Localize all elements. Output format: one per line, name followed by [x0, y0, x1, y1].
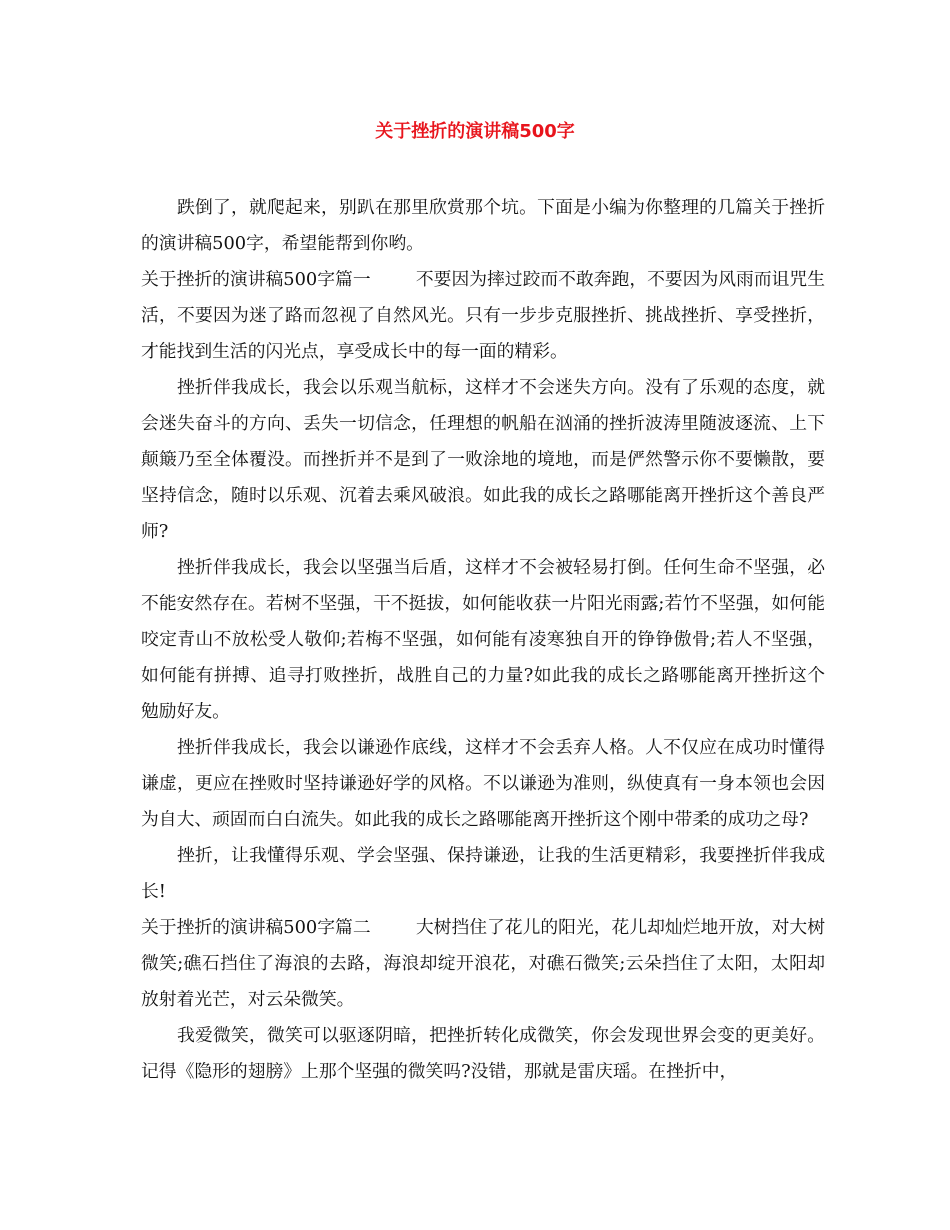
section-two-text: 大树挡住了花儿的阳光，花儿却灿烂地开放，对大树微笑;礁石挡住了海浪的去路，海浪却绽开浪花，对礁石微笑;云朵挡住了太阳，太阳却放射着光芒，对云朵微笑。 — [141, 917, 825, 1010]
section-one-heading: 关于挫折的演讲稿500字篇一 — [141, 269, 371, 290]
humility-paragraph: 挫折伴我成长，我会以谦逊作底线，这样才不会丢弃人格。人不仅应在成功时懂得谦虚，更应在挫败时坚持谦逊好学的风格。不以谦逊为准则，纵使真有一身本领也会因为自大、顽固而白白流失。如此我的成长之路哪能离开挫折这个刚中带柔的成功之母? — [141, 737, 825, 830]
section-one-text: 不要因为摔过跤而不敢奔跑，不要因为风雨而诅咒生活，不要因为迷了路而忽视了自然风光。只有一步步克服挫折、挑战挫折、享受挫折，才能找到生活的闪光点，享受成长中的每一面的精彩。 — [141, 269, 825, 362]
strength-paragraph: 挫折伴我成长，我会以坚强当后盾，这样才不会被轻易打倒。任何生命不坚强，必不能安然存在。若树不坚强，干不挺拔，如何能收获一片阳光雨露;若竹不坚强，如何能咬定青山不放松受人敬仰;若梅不坚强，如何能有凌寒独自开的铮铮傲骨;若人不坚强，如何能有拼搏、追寻打败挫折，战胜自己的力量?如此我的成长之路哪能离开挫折这个勉励好友。 — [141, 557, 825, 722]
section-two-heading: 关于挫折的演讲稿500字篇二 — [141, 917, 371, 938]
document-body — [141, 190, 825, 1090]
document-title: 关于挫折的演讲稿500字 — [375, 121, 575, 142]
conclusion-paragraph: 挫折，让我懂得乐观、学会坚强、保持谦逊，让我的生活更精彩，我要挫折伴我成长! — [141, 845, 825, 902]
heading-spacer — [371, 917, 416, 938]
section-two-first-paragraph — [141, 910, 825, 1018]
optimism-paragraph: 挫折伴我成长，我会以乐观当航标，这样才不会迷失方向。没有了乐观的态度，就会迷失奋斗的方向、丢失一切信念，任理想的帆船在汹涌的挫折波涛里随波逐流、上下颠簸乃至全体覆没。而挫折并不是到了一败涂地的境地，而是俨然警示你不要懒散，要坚持信念，随时以乐观、沉着去乘风破浪。如此我的成长之路哪能离开挫折这个善良严师? — [141, 377, 825, 542]
smile-paragraph: 我爱微笑，微笑可以驱逐阴暗，把挫折转化成微笑，你会发现世界会变的更美好。记得《隐形的翅膀》上那个坚强的微笑吗?没错，那就是雷庆瑶。在挫折中， — [141, 1025, 825, 1082]
intro-paragraph: 跌倒了，就爬起来，别趴在那里欣赏那个坑。下面是小编为你整理的几篇关于挫折的演讲稿500字，希望能帮到你哟。 — [141, 197, 825, 254]
section-one-first-paragraph — [141, 262, 825, 370]
heading-spacer — [371, 269, 416, 290]
